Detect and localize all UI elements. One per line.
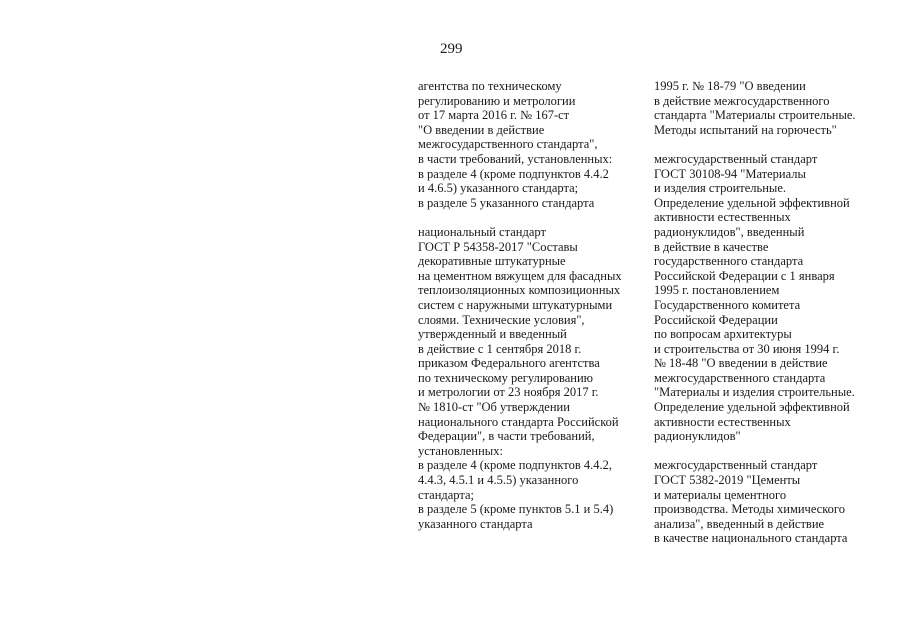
text-line: Российской Федерации	[654, 312, 778, 327]
paragraph	[418, 225, 654, 531]
paragraph	[654, 79, 890, 137]
text-line: в разделе 4 (кроме подпунктов 4.4.2,	[418, 458, 612, 473]
text-line: агентства по техническому	[418, 79, 562, 93]
text-line: Российской Федерации с 1 января	[654, 268, 835, 283]
text-line: ГОСТ 30108-94 "Материалы	[654, 166, 806, 181]
text-line: "Материалы и изделия строительные.	[654, 385, 855, 400]
text-line: и строительства от 30 июня 1994 г.	[654, 341, 840, 356]
text-line: систем с наружными штукатурными	[418, 297, 613, 312]
page-number: 299	[440, 41, 463, 57]
text-line: в разделе 5 указанного стандарта	[418, 195, 595, 210]
text-line: указанного стандарта	[418, 516, 533, 531]
text-line: слоями. Технические условия",	[418, 312, 585, 327]
text-line: от 17 марта 2016 г. № 167-ст	[418, 108, 570, 123]
text-line: в разделе 5 (кроме пунктов 5.1 и 5.4)	[418, 502, 614, 517]
text-line: по техническому регулированию	[418, 370, 594, 385]
text-line: радионуклидов", введенный	[654, 224, 805, 239]
text-line: 1995 г. постановлением	[654, 283, 780, 298]
text-line: межгосударственного стандарта	[654, 370, 826, 385]
text-line: и 4.6.5) указанного стандарта;	[418, 181, 579, 196]
text-line: производства. Методы химического	[654, 502, 845, 517]
text-line: ГОСТ Р 54358-2017 "Составы	[418, 239, 578, 254]
text-line: утвержденный и введенный	[418, 327, 567, 342]
text-line: Государственного комитета	[654, 297, 801, 312]
paragraph	[418, 79, 654, 210]
text-line: активности естественных	[654, 414, 791, 429]
text-line: 4.4.3, 4.5.1 и 4.5.5) указанного	[418, 473, 579, 488]
right-column	[654, 79, 890, 546]
text-line: регулированию и метрологии	[418, 93, 576, 108]
text-line: "О введении в действие	[418, 122, 545, 137]
text-line: по вопросам архитектуры	[654, 327, 792, 342]
left-column	[418, 79, 654, 531]
text-line: стандарта "Материалы строительные.	[654, 108, 856, 123]
text-line: и метрологии от 23 ноября 2017 г.	[418, 385, 599, 400]
text-line: стандарта;	[418, 487, 475, 502]
text-line: установленных:	[418, 443, 503, 458]
text-line: Федерации", в части требований,	[418, 429, 595, 444]
text-line: Методы испытаний на горючесть"	[654, 122, 837, 137]
text-line: межгосударственный стандарт	[654, 151, 818, 166]
paragraph	[654, 458, 890, 546]
text-line: ГОСТ 5382-2019 "Цементы	[654, 473, 801, 488]
paragraph	[654, 152, 890, 444]
text-line: № 1810-ст "Об утверждении	[418, 400, 570, 415]
text-line: анализа", введенный в действие	[654, 516, 825, 531]
text-line: в действие с 1 сентября 2018 г.	[418, 341, 582, 356]
text-line: национальный стандарт	[418, 224, 546, 239]
text-line: и материалы цементного	[654, 487, 787, 502]
text-line: в качестве национального стандарта	[654, 531, 848, 546]
text-line: приказом Федерального агентства	[418, 356, 600, 371]
text-line: активности естественных	[654, 210, 791, 225]
text-line: Определение удельной эффективной	[654, 195, 850, 210]
text-line: 1995 г. № 18-79 "О введении	[654, 79, 806, 93]
text-line: в части требований, установленных:	[418, 151, 613, 166]
text-line: в действие межгосударственного	[654, 93, 830, 108]
text-line: на цементном вяжущем для фасадных	[418, 268, 622, 283]
text-line: и изделия строительные.	[654, 181, 786, 196]
text-line: теплоизоляционных композиционных	[418, 283, 621, 298]
text-line: № 18-48 "О введении в действие	[654, 356, 828, 371]
text-line: в действие в качестве	[654, 239, 769, 254]
text-line: радионуклидов"	[654, 429, 741, 444]
text-line: национального стандарта Российской	[418, 414, 619, 429]
text-line: декоративные штукатурные	[418, 254, 566, 269]
text-line: в разделе 4 (кроме подпунктов 4.4.2	[418, 166, 609, 181]
text-line: Определение удельной эффективной	[654, 400, 850, 415]
text-line: межгосударственный стандарт	[654, 458, 818, 473]
text-line: государственного стандарта	[654, 254, 804, 269]
text-line: межгосударственного стандарта",	[418, 137, 598, 152]
